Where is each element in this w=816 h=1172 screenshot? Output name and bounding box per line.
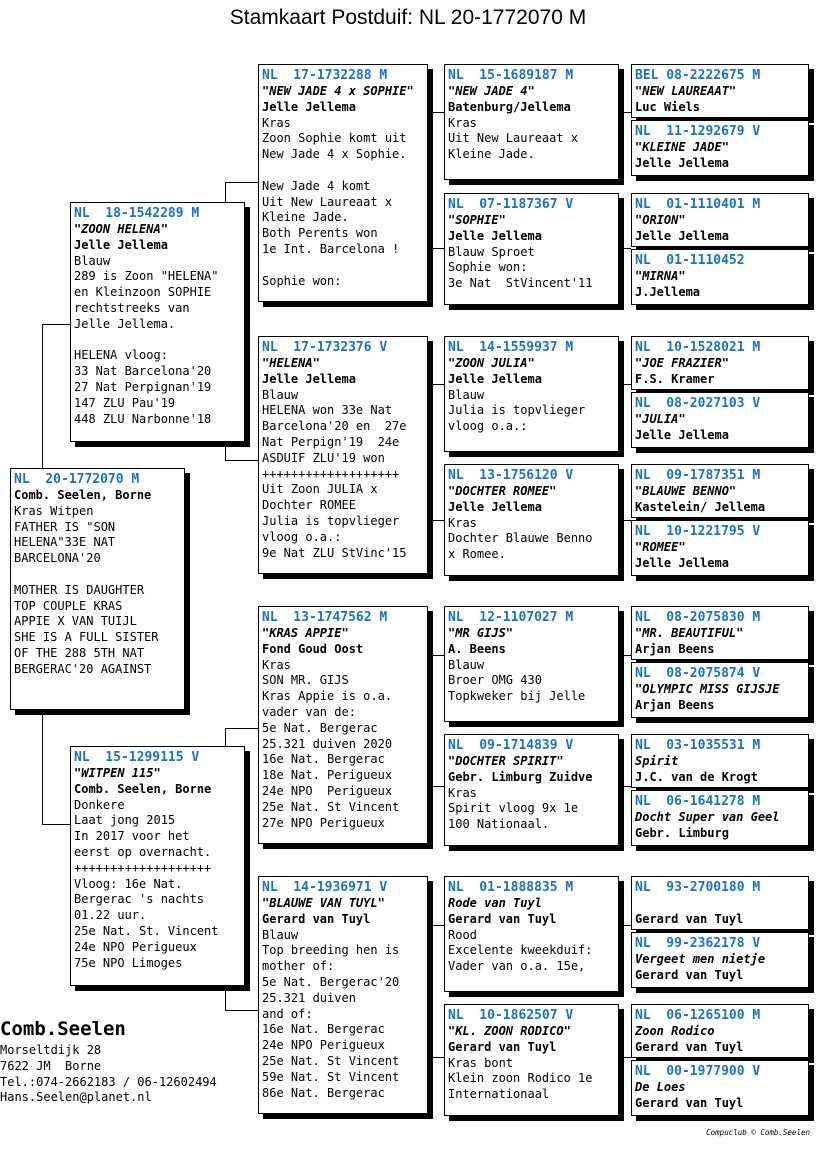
pigeon-owner: Jelle Jellema [635, 228, 729, 243]
note-line: 25e Nat. St. Vincent [74, 923, 219, 938]
note-line: Blauw [74, 253, 111, 268]
note-line: Broer OMG 430 [448, 673, 542, 688]
note-line: vloog o.a.: [448, 419, 528, 434]
note-line: HELENA"33E NAT [14, 535, 116, 550]
ring-number: NL 07-1187367 V [448, 197, 574, 212]
note-line: Kras [448, 515, 477, 530]
ring-number: NL 93-2700180 M [635, 880, 761, 895]
note-line: SHE IS A FULL SISTER [14, 630, 159, 645]
note-line: 25e Nat. St Vincent [262, 799, 400, 814]
note-line: BARCELONA'20 [14, 551, 101, 566]
note-line: eerst op overnacht. [74, 844, 212, 859]
pigeon-owner: F.S. Kramer [635, 371, 715, 386]
ring-number: NL 08-2075830 M [635, 610, 761, 625]
pigeon-owner: J.Jellema [635, 284, 701, 299]
pigeon-card-ancestor[interactable] [631, 120, 809, 176]
software-credit: Compuclub © Comb.Seelen [706, 1128, 810, 1137]
note-line: Blauw [262, 927, 299, 942]
pigeon-owner: Gerard van Tuyl [635, 967, 744, 982]
note-line: 9e Nat ZLU StVinc'15 [262, 545, 407, 560]
note-line: 16e Nat. Bergerac [262, 752, 385, 767]
note-line: and of: [262, 1006, 313, 1021]
note-line: 289 is Zoon "HELENA" [74, 269, 219, 284]
connector-line [225, 985, 226, 1010]
pigeon-card-ancestor[interactable] [631, 520, 809, 576]
pigeon-owner: Arjan Beens [635, 641, 715, 656]
note-line: +++++++++++++++++++ [262, 466, 400, 481]
pigeon-card-ancestor[interactable] [631, 606, 809, 660]
pigeon-card-great-grandparent[interactable] [444, 193, 619, 305]
breeder-contact [0, 1043, 217, 1106]
ring-number: NL 10-1862507 V [448, 1008, 574, 1023]
pigeon-owner: Comb. Seelen, Borne [14, 488, 152, 502]
pigeon-name: "DOCHTER SPIRIT" [448, 754, 564, 768]
note-line: 3e Nat StVincent'11 [448, 276, 593, 291]
pigeon-owner: Gerard van Tuyl [448, 911, 557, 926]
pigeon-card-ancestor[interactable] [631, 1004, 809, 1058]
pigeon-card-father[interactable] [70, 202, 245, 442]
ring-number: NL 01-1110401 M [635, 197, 761, 212]
note-line: Kras Witpen [14, 503, 94, 518]
ring-number: NL 09-1714839 V [448, 738, 574, 753]
pigeon-owner: Gebr. Limburg Zuidve [448, 769, 593, 784]
ring-number: NL 08-2075874 V [635, 666, 761, 681]
note-line: 16e Nat. Bergerac [262, 1022, 385, 1037]
note-line: Donkere [74, 797, 125, 812]
pigeon-card-grandparent[interactable] [258, 606, 428, 844]
pigeon-name: "NEW JADE 4 x SOPHIE" [262, 84, 414, 98]
note-line: Uit New Laureaat x [448, 131, 579, 146]
pigeon-name: "BLAUWE BENNO" [635, 484, 737, 498]
note-line: Klein zoon Rodico 1e [448, 1071, 593, 1086]
note-line: Julia is topvlieger [448, 403, 586, 418]
ring-number: NL 09-1787351 M [635, 468, 761, 483]
pigeon-card-great-grandparent[interactable] [444, 606, 619, 722]
note-line: 24e NPO Perigueux [262, 783, 393, 798]
note-line: Kleine Jade. [448, 147, 535, 162]
pigeon-owner: Gerard van Tuyl [635, 1095, 744, 1110]
connector-line [42, 324, 72, 325]
page-title: Stamkaart Postduif: NL 20-1772070 M [229, 6, 587, 29]
note-line: en Kleinzoon SOPHIE [74, 285, 212, 300]
note-line: Kras [448, 785, 477, 800]
note-line: Kleine Jade. [262, 210, 349, 225]
ring-number: NL 10-1221795 V [635, 524, 761, 539]
note-line: Both Perents won [262, 226, 378, 241]
ring-number: NL 17-1732288 M [262, 68, 388, 83]
pigeon-card-ancestor[interactable] [631, 932, 809, 988]
connector-line [225, 1010, 258, 1011]
pigeon-owner: Arjan Beens [635, 697, 715, 712]
ring-number: NL 08-2027103 V [635, 396, 761, 411]
pigeon-name: "NEW JADE 4" [448, 84, 535, 98]
ring-number: NL 13-1747562 M [262, 610, 388, 625]
pigeon-name: "SOPHIE" [448, 213, 506, 227]
note-line: 27 Nat Perpignan'19 [74, 379, 212, 394]
pigeon-card-ancestor[interactable] [631, 790, 809, 846]
pigeon-card-ancestor[interactable] [631, 1060, 809, 1116]
pigeon-owner: Gerard van Tuyl [635, 1039, 744, 1054]
pigeon-owner: Jelle Jellema [635, 427, 729, 442]
pigeon-owner: Gerard van Tuyl [635, 911, 744, 926]
ring-number: NL 14-1559937 M [448, 340, 574, 355]
note-line: 5e Nat. Bergerac [262, 720, 378, 735]
note-line: Bergerac 's nachts [74, 892, 205, 907]
ring-number: NL 06-1265100 M [635, 1008, 761, 1023]
note-line: 01.22 uur. [74, 908, 147, 923]
note-line: Internationaal [448, 1087, 550, 1102]
pigeon-card-mother[interactable] [70, 746, 245, 986]
note-line: vloog o.a.: [262, 529, 342, 544]
note-line [262, 258, 424, 274]
note-line: Top breeding hen is [262, 943, 400, 958]
note-line: Kras [262, 115, 291, 130]
note-line: Excelente kweekduif: [448, 943, 593, 958]
note-line: 147 ZLU Pau'19 [74, 395, 176, 410]
note-line: MOTHER IS DAUGHTER [14, 582, 145, 597]
note-line: Kras [448, 115, 477, 130]
pigeon-name: "JULIA" [635, 412, 686, 426]
pigeon-owner: Gebr. Limburg [635, 825, 729, 840]
note-line: Topkweker bij Jelle [448, 689, 586, 704]
note-line: 86e Nat. Bergerac [262, 1085, 385, 1100]
connector-line [42, 710, 43, 824]
pigeon-name: Spirit [635, 754, 679, 768]
note-line: Blauw [448, 387, 485, 402]
phone-number: Tel.:074-2662183 / 06-12602494 [0, 1074, 217, 1089]
email-address: Hans.Seelen@planet.nl [0, 1090, 152, 1105]
connector-line [42, 324, 43, 469]
note-line: Uit New Laureaat x [262, 194, 393, 209]
note-line: 18e Nat. Perigueux [262, 768, 393, 783]
note-line: Jelle Jellema. [74, 316, 176, 331]
ring-number: NL 99-2362178 V [635, 936, 761, 951]
pigeon-owner: Jelle Jellema [635, 155, 729, 170]
ring-number: NL 14-1936971 V [262, 880, 388, 895]
pigeon-card-ancestor[interactable] [631, 64, 809, 118]
pigeon-owner: Jelle Jellema [448, 371, 542, 386]
note-line: +++++++++++++++++++ [74, 860, 212, 875]
ring-number: NL 11-1292679 V [635, 124, 761, 139]
ring-number: NL 15-1689187 M [448, 68, 574, 83]
note-line: Kras [262, 657, 291, 672]
note-line: TOP COUPLE KRAS [14, 598, 123, 613]
note-line: Dochter Blauwe Benno [448, 531, 593, 546]
pigeon-name: Rode van Tuyl [448, 896, 542, 910]
note-line: Kras Appie is o.a. [262, 689, 393, 704]
pigeon-owner: J.C. van de Krogt [635, 769, 758, 784]
pigeon-owner: Gerard van Tuyl [262, 911, 371, 926]
pigeon-name: "ZOON JULIA" [448, 356, 535, 370]
note-line: 25.321 duiven [262, 990, 356, 1005]
note-line: Sophie won: [448, 260, 528, 275]
note-line: Spirit vloog 9x 1e [448, 801, 579, 816]
pigeon-card-ancestor[interactable] [631, 876, 809, 930]
note-line: mother of: [262, 959, 335, 974]
address-line: Morseltdijk 28 [0, 1043, 102, 1057]
note-line: FATHER IS "SON [14, 519, 116, 534]
pigeon-name: "ROMEE" [635, 540, 686, 554]
connector-line [225, 442, 226, 460]
ring-number: NL 06-1641278 M [635, 794, 761, 809]
pigeon-owner: Jelle Jellema [448, 228, 542, 243]
pigeon-card-ancestor[interactable] [631, 734, 809, 788]
note-line: Vader van o.a. 15e, [448, 959, 586, 974]
pigeon-card-great-grandparent[interactable] [444, 464, 619, 576]
note-line: In 2017 voor het [74, 829, 190, 844]
pigeon-name: "OLYMPIC MISS GIJSJE [635, 682, 780, 696]
note-line: Blauw Sproet [448, 244, 535, 259]
note-line: 59e Nat. St Vincent [262, 1069, 400, 1084]
note-line: 24e NPO Perigueux [262, 1038, 385, 1053]
note-line: OF THE 288 5TH NAT [14, 645, 145, 660]
pigeon-name: "JOE FRAZIER" [635, 356, 729, 370]
note-line: Rood [448, 927, 477, 942]
address-line: 7622 JM Borne [0, 1058, 102, 1073]
note-line: Barcelona'20 en 27e [262, 419, 407, 434]
note-line: HELENA won 33e Nat [262, 403, 393, 418]
ring-number: NL 00-1977900 V [635, 1064, 761, 1079]
note-line: Blauw [448, 657, 485, 672]
note-line: 25e Nat. St Vincent [262, 1053, 400, 1068]
pigeon-card-ancestor[interactable] [631, 193, 809, 247]
note-line: Kras bont [448, 1055, 514, 1070]
pigeon-card-great-grandparent[interactable] [444, 64, 619, 180]
ring-number: NL 01-1110452 [635, 253, 745, 268]
pigeon-owner: Comb. Seelen, Borne [74, 781, 212, 796]
ring-number: BEL 08-2222675 M [635, 68, 761, 83]
pigeon-card-great-grandparent[interactable] [444, 336, 619, 452]
note-line: 1e Int. Barcelona ! [262, 241, 400, 256]
pigeon-card-great-grandparent[interactable] [444, 734, 619, 846]
note-line: HELENA vloog: [74, 348, 168, 363]
ring-number: NL 10-1528021 M [635, 340, 761, 355]
pigeon-owner: Jelle Jellema [448, 499, 542, 514]
pigeon-name: Vergeet men nietje [635, 952, 766, 966]
pigeon-owner: Batenburg/Jellema [448, 99, 571, 114]
pigeon-name: "MIRNA" [635, 269, 686, 283]
note-line: SON MR. GIJS [262, 673, 349, 688]
pigeon-owner: Jelle Jellema [74, 237, 168, 252]
connector-line [225, 182, 258, 183]
note-line: 100 Nationaal. [448, 817, 550, 832]
pigeon-owner: Gerard van Tuyl [448, 1039, 557, 1054]
ring-number: NL 17-1732376 V [262, 340, 388, 355]
note-line: rechtstreeks van [74, 300, 190, 315]
pigeon-owner: Luc Wiels [635, 99, 701, 114]
note-line: 5e Nat. Bergerac'20 [262, 974, 400, 989]
pigeon-name: "KL. ZOON RODICO" [448, 1024, 571, 1038]
pigeon-card-grandparent[interactable] [258, 876, 428, 1114]
note-line: Julia is topvlieger [262, 513, 400, 528]
pigeon-name: "ORION" [635, 213, 686, 227]
ring-number: NL 18-1542289 M [74, 206, 200, 221]
pigeon-card-ancestor[interactable] [631, 392, 809, 448]
pigeon-owner: Jelle Jellema [635, 555, 729, 570]
note-line: 25.321 duiven 2020 [262, 736, 393, 751]
note-line: APPIE X VAN TUIJL [14, 614, 137, 629]
pigeon-name: "MR GIJS" [448, 626, 514, 640]
connector-line [42, 824, 72, 825]
pigeon-name: "HELENA" [262, 356, 320, 370]
pigeon-name: "NEW LAUREAAT" [635, 84, 737, 98]
pigeon-card-ancestor[interactable] [631, 336, 809, 390]
note-line: Uit Zoon JULIA x [262, 482, 378, 497]
connector-line [225, 728, 226, 748]
pigeon-card-grandparent[interactable] [258, 64, 428, 302]
ring-number: NL 15-1299115 V [74, 750, 200, 765]
note-line: vader van de: [262, 704, 356, 719]
connector-line [225, 460, 258, 461]
pigeon-name: "DOCHTER ROMEE" [448, 484, 557, 498]
pigeon-name: De Loes [635, 1080, 686, 1094]
pigeon-name: "WITPEN 115" [74, 766, 161, 780]
pigeon-owner: Jelle Jellema [262, 371, 356, 386]
pigeon-name: "KRAS APPIE" [262, 626, 349, 640]
pigeon-owner: Fond Goud Oost [262, 641, 364, 656]
ring-number: NL 12-1107027 M [448, 610, 574, 625]
note-line: Blauw [262, 387, 299, 402]
pigeon-card-grandparent[interactable] [258, 336, 428, 574]
note-line: x Romee. [448, 547, 506, 562]
ring-number: NL 01-1888835 M [448, 880, 574, 895]
pigeon-name: "BLAUWE VAN TUYL" [262, 896, 385, 910]
note-line: Vloog: 16e Nat. [74, 876, 183, 891]
pigeon-card-ancestor[interactable] [631, 249, 809, 305]
breeder-name: Comb.Seelen [0, 1018, 126, 1040]
pigeon-card-ancestor[interactable] [631, 464, 809, 518]
note-line: Nat Perpign'19 24e [262, 434, 400, 449]
note-line: Zoon Sophie komt uit [262, 131, 407, 146]
note-line: Sophie won: [262, 273, 342, 288]
note-line: 27e NPO Perigueux [262, 815, 385, 830]
ring-number: NL 03-1035531 M [635, 738, 761, 753]
pigeon-name [635, 896, 805, 912]
pigeon-card-subject[interactable] [10, 468, 185, 710]
pigeon-name: "KLEINE JADE" [635, 140, 729, 154]
note-line: Dochter ROMEE [262, 498, 356, 513]
ring-number: NL 20-1772070 M [14, 472, 140, 487]
pigeon-owner: Jelle Jellema [262, 99, 356, 114]
note-line [74, 333, 241, 349]
pigeon-card-great-grandparent[interactable] [444, 876, 619, 992]
ring-number: NL 13-1756120 V [448, 468, 574, 483]
note-line: BERGERAC'20 AGAINST [14, 661, 152, 676]
pigeon-owner: A. Beens [448, 641, 506, 656]
note-line: New Jade 4 komt [262, 178, 371, 193]
note-line [14, 567, 181, 583]
connector-line [225, 728, 258, 729]
note-line: 33 Nat Barcelona'20 [74, 364, 212, 379]
pigeon-name: Zoon Rodico [635, 1024, 715, 1038]
pigeon-owner: Kastelein/ Jellema [635, 499, 766, 514]
pigeon-card-great-grandparent[interactable] [444, 1004, 619, 1116]
pigeon-name: Docht Super van Geel [635, 810, 780, 824]
pigeon-name: "MR. BEAUTIFUL" [635, 626, 744, 640]
note-line: 448 ZLU Narbonne'18 [74, 411, 212, 426]
pigeon-name: "ZOON HELENA" [74, 222, 168, 236]
note-line: 75e NPO Limoges [74, 955, 183, 970]
note-line: 24e NPO Perigueux [74, 939, 197, 954]
note-line: ASDUIF ZLU'19 won [262, 450, 385, 465]
note-line [262, 163, 424, 179]
note-line: New Jade 4 x Sophie. [262, 147, 407, 162]
note-line: Laat jong 2015 [74, 813, 176, 828]
pigeon-card-ancestor[interactable] [631, 662, 809, 718]
